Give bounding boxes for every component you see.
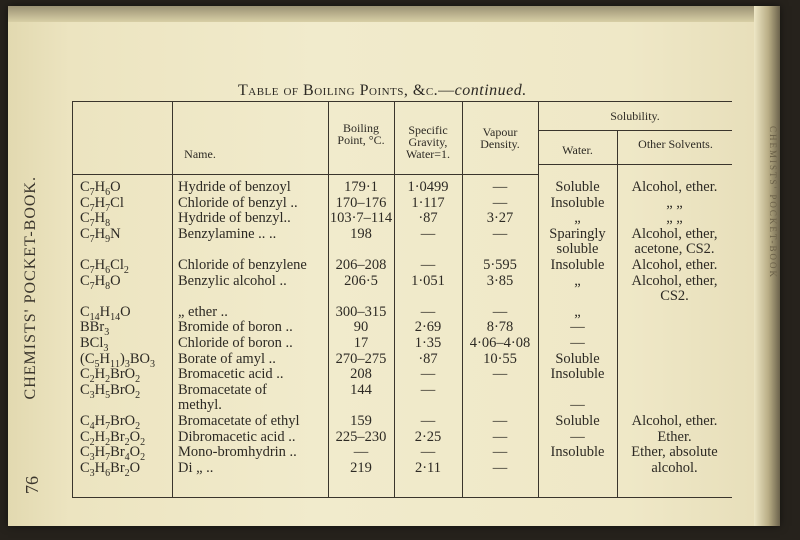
boiling-cell: 206·5 [344, 272, 378, 289]
formula-cell: $C_7H_8O$ [80, 272, 121, 292]
other-solvent-cell [617, 320, 732, 336]
formula-cell: $C_{14}H_{14}O$ [80, 303, 131, 323]
formula-cell: BCl$_3$ [80, 334, 109, 354]
boiling-cell: 206–208 [335, 256, 387, 273]
formula-cell: $C_4H_7BrO_2$ [80, 412, 141, 432]
gravity-cell: 1·0499 [407, 179, 449, 195]
water-cell [538, 383, 617, 399]
water-cell: Soluble [555, 412, 600, 429]
water-cell [538, 461, 617, 477]
vapour-cell: 8·78 [486, 319, 514, 336]
vapour-column [462, 180, 538, 476]
other-solvent-cell: Ether. [657, 428, 692, 445]
formula-cell: BBr$_3$ [80, 319, 110, 339]
formula-cell: $C_2H_2Br_2O_2$ [80, 428, 146, 448]
vapour-cell: 3·85 [486, 272, 514, 289]
name-cell: Di „ .. [178, 459, 214, 476]
formula-cell: $C_3H_7Br_4O_2$ [80, 444, 146, 463]
book-page [8, 6, 780, 526]
vapour-cell: — [492, 459, 508, 476]
water-cell: Soluble [555, 350, 600, 367]
other-solvent-cell: Alcohol, ether. [631, 256, 718, 273]
other-solvent-cell [617, 367, 732, 383]
rule-header-body-sol [538, 164, 732, 165]
formula-cell: $C_3H_5BrO_2$ [80, 381, 141, 401]
name-cell: „ ether .. [178, 303, 228, 320]
formula-cell: $C_7H_8$ [80, 210, 111, 230]
vapour-cell [462, 383, 538, 399]
gravity-cell [394, 242, 462, 258]
side-strip-text: CHEMISTS' POCKET-BOOK [768, 126, 778, 280]
name-cell: Borate of amyl .. [178, 350, 276, 367]
formula-cell: $C_7H_6Cl_2$ [80, 256, 129, 276]
formula-cell [80, 242, 172, 258]
vapour-cell: 4·06–4·08 [469, 334, 531, 351]
boiling-cell: 208 [350, 366, 372, 383]
boiling-cell: 144 [350, 381, 372, 398]
vapour-cell: — [492, 428, 508, 445]
name-cell: Bromacetate of ethyl [178, 412, 300, 429]
vapour-cell [462, 289, 538, 305]
boiling-points-table [72, 101, 732, 498]
vapour-cell: — [492, 194, 508, 211]
other-solvent-cell: Alcohol, ether, [631, 225, 718, 242]
boiling-cell: 225–230 [335, 428, 387, 445]
name-cell: Chloride of benzylene [178, 256, 307, 273]
header-vapour: Vapour Density. [480, 125, 520, 151]
other-solvent-cell: acetone, CS2. [634, 241, 715, 258]
water-cell: „ [574, 210, 581, 227]
boiling-cell: 198 [350, 225, 372, 242]
name-cell: Hydride of benzyl.. [178, 210, 291, 227]
other-solvent-cell [617, 352, 732, 368]
vapour-cell: — [492, 444, 508, 461]
header-water: Water. [562, 143, 593, 157]
vapour-cell: — [492, 179, 508, 195]
formula-column [80, 179, 172, 479]
other-solvent-cell [617, 398, 732, 414]
title-prefix: Table of Boiling Points, &c.— [238, 82, 455, 99]
name-cell: Chloride of boron .. [178, 334, 293, 351]
other-solvent-cell [617, 383, 732, 399]
name-cell: Bromacetate of [178, 381, 267, 398]
rule-formula-name [172, 102, 173, 497]
gravity-cell: 1·117 [411, 194, 445, 211]
name-column [178, 180, 328, 476]
formula-cell: $C_7H_6O$ [80, 179, 121, 198]
name-cell [178, 242, 328, 258]
water-column [538, 180, 617, 476]
gravity-cell: 2·25 [414, 428, 442, 445]
header-other: Other Solvents. [638, 137, 713, 151]
other-solvent-cell: Alcohol, ether. [631, 179, 718, 195]
water-cell [538, 289, 617, 305]
name-cell: Benzylic alcohol .. [178, 272, 287, 289]
gravity-cell: — [420, 225, 436, 242]
vapour-cell: — [492, 366, 508, 383]
boiling-cell: 17 [353, 334, 369, 351]
water-cell: Insoluble [550, 444, 605, 461]
other-solvent-cell [617, 336, 732, 352]
water-cell: — [570, 428, 585, 445]
boiling-cell: 179·1 [344, 179, 378, 195]
other-solvent-cell: alcohol. [651, 459, 698, 476]
vapour-cell: 5·595 [483, 256, 517, 273]
other-solvent-cell: Ether, absolute [631, 444, 718, 461]
vapour-cell [462, 242, 538, 258]
formula-cell: $C_2H_2BrO_2$ [80, 366, 141, 386]
gravity-cell [394, 398, 462, 414]
name-cell: Hydride of benzoyl [178, 179, 291, 195]
water-cell: Insoluble [550, 256, 605, 273]
water-cell: — [570, 397, 585, 414]
other-solvent-cell: „ „ [666, 210, 683, 227]
rule-solubility-sub [538, 130, 732, 131]
other-solvent-cell [617, 305, 732, 321]
boiling-cell: 300–315 [335, 303, 387, 320]
name-cell: methyl. [178, 397, 222, 414]
vapour-cell: — [492, 225, 508, 242]
vapour-cell: 3·27 [486, 210, 514, 227]
gravity-column [394, 180, 462, 476]
formula-cell: $C_3H_6Br_2O$ [80, 459, 141, 479]
other-solvent-cell: „ „ [666, 194, 683, 211]
rule-header-body [72, 174, 538, 175]
water-cell: soluble [556, 241, 599, 258]
boiling-cell: 90 [353, 319, 369, 336]
gravity-cell: — [420, 366, 436, 383]
gravity-cell: — [420, 444, 436, 461]
gravity-cell: 2·11 [414, 459, 442, 476]
other-solvent-cell: CS2. [660, 288, 689, 305]
other-solvent-cell: Alcohol, ether, [631, 272, 718, 289]
formula-cell: $(C_5H_{11})_3BO_3$ [80, 350, 155, 370]
header-boiling: Boiling Point, °C. [337, 121, 385, 147]
formula-cell [80, 289, 172, 305]
gravity-cell: 1·35 [414, 334, 442, 351]
header-name: Name. [184, 147, 216, 161]
gravity-cell: 1·051 [411, 272, 445, 289]
page-top-edge [8, 6, 780, 22]
boiling-cell: 159 [350, 412, 372, 429]
name-cell: Bromacetic acid .. [178, 366, 284, 383]
boiling-cell: 270–275 [335, 350, 387, 367]
water-cell: Sparingly [549, 225, 606, 242]
water-cell: „ [574, 272, 581, 289]
header-gravity: Specific Gravity, Water=1. [405, 123, 451, 161]
boiling-cell [328, 289, 394, 305]
header-solubility: Solubility. [610, 109, 660, 123]
gravity-cell: — [420, 412, 436, 429]
water-cell: — [570, 319, 585, 336]
vapour-cell [462, 398, 538, 414]
boiling-cell: 103·7–114 [329, 210, 393, 227]
boiling-cell: 219 [350, 459, 372, 476]
gravity-cell: — [420, 256, 436, 273]
table-border-left [72, 102, 73, 497]
water-cell: Insoluble [550, 366, 605, 383]
gravity-cell: — [420, 303, 436, 320]
name-cell: Chloride of benzyl .. [178, 194, 298, 211]
formula-cell [80, 398, 172, 414]
boiling-cell: 170–176 [335, 194, 387, 211]
other-solvent-cell: Alcohol, ether. [631, 412, 718, 429]
title-suffix: continued. [454, 82, 527, 99]
water-cell: Soluble [555, 179, 600, 195]
water-cell: Insoluble [550, 194, 605, 211]
name-cell [178, 289, 328, 305]
water-cell: — [570, 334, 585, 351]
gravity-cell: ·87 [418, 350, 438, 367]
vapour-cell: — [492, 303, 508, 320]
gravity-cell [394, 289, 462, 305]
gravity-cell: ·87 [418, 210, 438, 227]
boiling-column [328, 180, 394, 476]
boiling-cell [328, 242, 394, 258]
name-cell: Benzylamine .. .. [178, 225, 277, 242]
boiling-cell [328, 398, 394, 414]
boiling-cell: — [353, 444, 369, 461]
formula-cell: $C_7H_9N$ [80, 225, 121, 245]
formula-cell: $C_7H_7Cl$ [80, 194, 124, 214]
page-number: 76 [22, 476, 42, 494]
water-cell: „ [574, 303, 581, 320]
running-head: CHEMISTS' POCKET-BOOK. [22, 176, 39, 400]
other-solvents-column [617, 180, 732, 476]
name-cell: Mono-bromhydrin .. [178, 444, 297, 461]
table-title [238, 82, 527, 100]
gravity-cell: 2·69 [414, 319, 442, 336]
vapour-cell: 10·55 [483, 350, 517, 367]
vapour-cell: — [492, 412, 508, 429]
gravity-cell: — [420, 381, 436, 398]
name-cell: Dibromacetic acid .. [178, 428, 296, 445]
name-cell: Bromide of boron .. [178, 319, 293, 336]
